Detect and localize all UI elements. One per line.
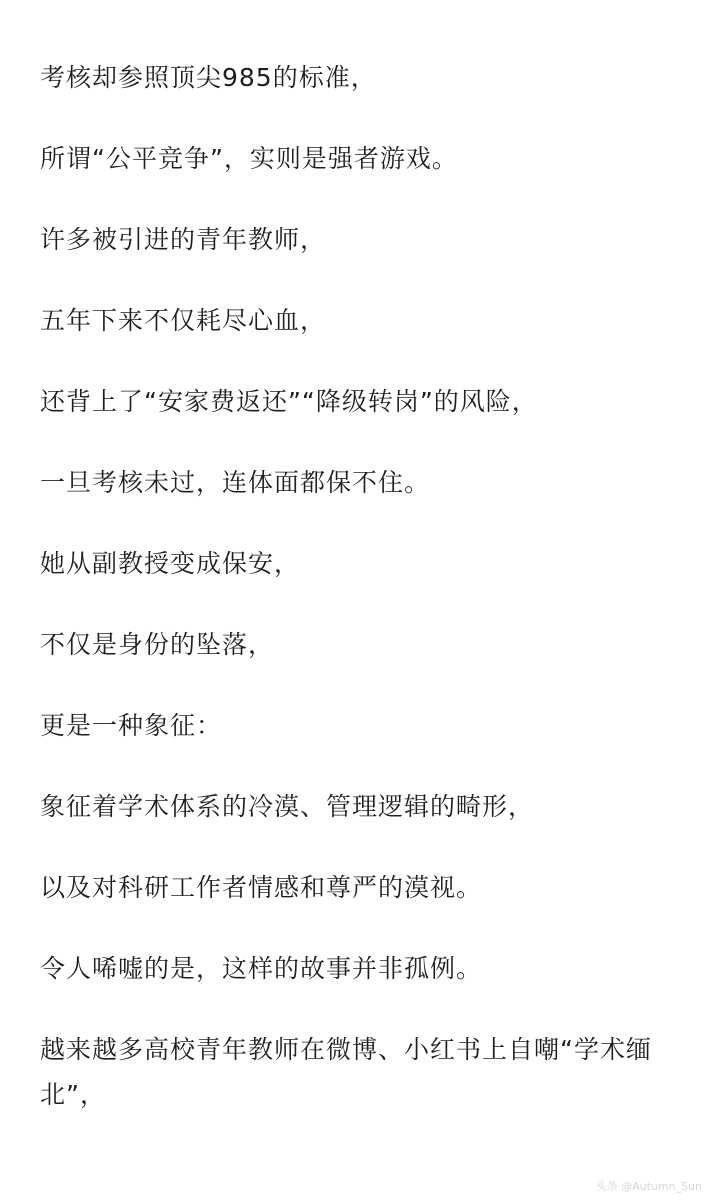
- paragraph-9: 更是一种象征：: [40, 711, 223, 740]
- paragraph-12: 令人唏嘘的是，这样的故事并非孤例。: [40, 954, 483, 983]
- paragraph-1: 考核却参照顶尖985的标准，: [40, 63, 377, 92]
- paragraph-2: 所谓“公平竞争”，实则是强者游戏。: [40, 144, 458, 173]
- paragraph-3: 许多被引进的青年教师，: [40, 225, 327, 254]
- paragraph-4: 五年下来不仅耗尽心血，: [40, 306, 327, 335]
- paragraph-11: 以及对科研工作者情感和尊严的漠视。: [40, 873, 483, 902]
- paragraph-10: 象征着学术体系的冷漠、管理逻辑的畸形，: [40, 792, 535, 821]
- paragraph-13: 越来越多高校青年教师在微博、小红书上自嘲“学术缅北”，: [40, 1035, 652, 1109]
- watermark: 头条 @Autumn_Sun: [595, 1180, 702, 1193]
- article-body: [40, 55, 690, 1153]
- paragraph-5: 还背上了“安家费返还”“降级转岗”的风险，: [40, 387, 538, 416]
- paragraph-8: 不仅是身份的坠落，: [40, 630, 275, 659]
- paragraph-6: 一旦考核未过，连体面都保不住。: [40, 468, 431, 497]
- paragraph-7: 她从副教授变成保安，: [40, 549, 301, 578]
